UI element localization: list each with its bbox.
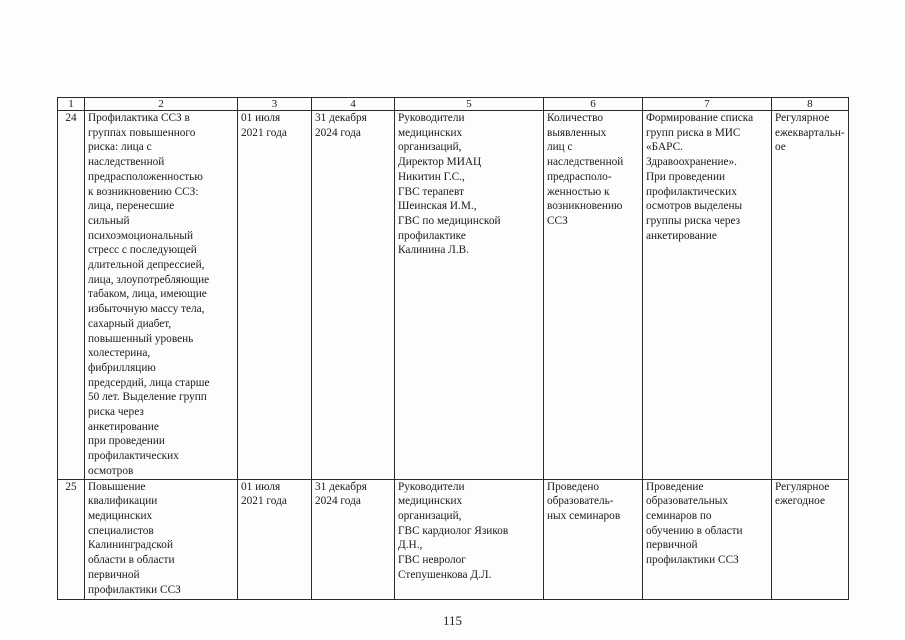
measure-cell: Повышение квалификации медицинских специалистов Калининградской области в области первичной профилактики ССЗ	[85, 479, 238, 599]
page-number: 115	[442, 613, 463, 628]
column-number: 8	[772, 98, 849, 111]
frequency-cell: Регулярное ежеквартальн- ое	[772, 111, 849, 480]
responsible-cell: Руководители медицинских организаций, Директор МИАЦ Никитин Г.С., ГВС терапевт Шеинская И.М., ГВС по медицинской профилактике Калинина Л.В.	[395, 111, 544, 480]
start-date-cell: 01 июля 2021 года	[238, 479, 312, 599]
column-number: 4	[312, 98, 395, 111]
responsible-cell: Руководители медицинских организаций, ГВС кардиолог Язиков Д.Н., ГВС невролог Степушенкова Д.Л.	[395, 479, 544, 599]
result-cell: Формирование списка групп риска в МИС «БАРС. Здравоохранение». При проведении профилактических осмотров выделены группы риска через анкетирование	[643, 111, 772, 480]
indicator-cell: Количество выявленных лиц с наследственной предрасполо- женностью к возникновению ССЗ	[544, 111, 643, 480]
column-number: 1	[58, 98, 85, 111]
column-number: 7	[643, 98, 772, 111]
measures-table	[57, 97, 849, 600]
frequency-cell: Регулярное ежегодное	[772, 479, 849, 599]
column-number: 6	[544, 98, 643, 111]
row-number: 24	[58, 111, 85, 480]
end-date-cell: 31 декабря 2024 года	[312, 111, 395, 480]
row-number: 25	[58, 479, 85, 599]
result-cell: Проведение образовательных семинаров по обучению в области первичной профилактики ССЗ	[643, 479, 772, 599]
table-row	[58, 479, 849, 599]
measure-cell: Профилактика ССЗ в группах повышенного риска: лица с наследственной предрасположенностью к возникновению ССЗ: лица, перенесшие сильный психоэмоциональный стресс с последующей длительной депрессией, лица, злоупотребляющие табаком, лица, имеющие избыточную массу тела, сахарный диабет, повышенный уровень холестерина, фибрилляцию предсердий, лица старше 50 лет. Выделение групп риска через анкетирование при проведении профилактических осмотров	[85, 111, 238, 480]
column-number: 5	[395, 98, 544, 111]
end-date-cell: 31 декабря 2024 года	[312, 479, 395, 599]
column-number: 3	[238, 98, 312, 111]
table-row	[58, 111, 849, 480]
column-number-row	[58, 98, 849, 111]
column-number: 2	[85, 98, 238, 111]
indicator-cell: Проведено образователь- ных семинаров	[544, 479, 643, 599]
start-date-cell: 01 июля 2021 года	[238, 111, 312, 480]
